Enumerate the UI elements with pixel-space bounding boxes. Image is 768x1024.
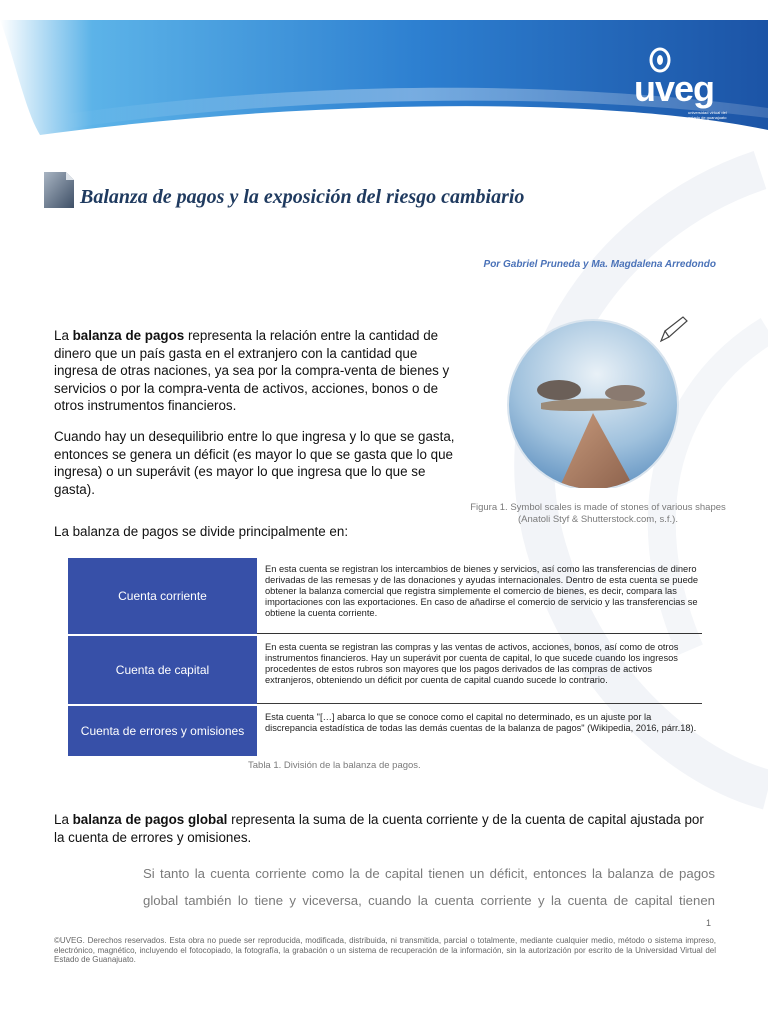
table-row-description: En esta cuenta se registran los intercambios de bienes y servicios, así como las transferencias de dinero derivadas de las remesas y de las donaciones y ayudas internacionales. Dentro de esta cuenta se puede obtener la balanza comercial que registra simplemente el comercio de bienes, es decir, compara las importaciones con las exportaciones. En caso de añadirse el comercio de servicio y las transferencias se obtiene la cuenta corriente. [257,558,702,634]
byline: Por Gabriel Pruneda y Ma. Magdalena Arredondo [483,259,716,270]
table-row [68,558,702,634]
paragraph-division: La balanza de pagos se divide principalmente en: [54,524,349,539]
logo-subtext: universidad virtual del estado de guanajuato [688,110,727,120]
bold-term: balanza de pagos global [72,812,228,827]
paragraph-intro: La balanza de pagos representa la relación entre la cantidad de dinero que un país gasta en el extranjero con la cantidad que ingresa de otras naciones, ya sea por la compra-venta de bienes y servicios o por la compra-venta de activos, acciones, bonos o de otros instrumentos financieros. [54,328,450,413]
bold-term: balanza de pagos [72,328,185,343]
table-row-label: Cuenta de errores y omisiones [68,706,257,756]
page-number: 1 [706,918,712,928]
indented-quote: Si tanto la cuenta corriente como la de capital tienen un déficit, entonces la balanza de pagos global también lo tiene y viceversa, cuando la cuenta corriente y la cuenta de capital tienen [143,866,715,908]
paragraph-deficit: Cuando hay un desequilibrio entre lo que ingresa y lo que se gasta, entonces se genera un déficit (es mayor lo que se gasta que lo que ingresa) o un superávit (es mayor lo que ingresa que lo que se gasta). [54,429,455,497]
figure-caption: Figura 1. Symbol scales is made of stones of various shapes (Anatoli Styf & Shutterstock.com, s.f.). [470,502,726,525]
table-caption: Tabla 1. División de la balanza de pagos. [248,760,421,771]
uveg-logo [628,44,748,122]
table-row [68,636,702,704]
copyright-footer: ©UVEG. Derechos reservados. Esta obra no puede ser reproducida, modificada, distribuida, ni transmitida, parcial o totalmente, mediante cualquier medio, método o sistema impreso, electrónico, magnético, incluyendo el fotocopiado, la fotografía, la grabación o un sistema de recuperación de la información, sin la autorización por escrito de la Universidad Virtual del Estado de Guanajuato. [54,936,716,965]
stone-balance-image [497,313,697,488]
table-row-description: En esta cuenta se registran las compras y las ventas de activos, acciones, bonos, así como de otros instrumentos financieros. Hay un superávit por cuenta de capital, lo que sucede cuando los ingresos procedentes de estos rubros son mayores que los pagos derivados de las compras de activos extranjeros, obteniendo un déficit por cuenta de capital cuando sucede lo contrario. [257,636,702,704]
logo-text: uveg [634,68,715,109]
table-row-description: Esta cuenta "[…] abarca lo que se conoce como el capital no determinado, es un ajuste por la discrepancia estadística de todas las demás cuentas de la balanza de pagos" (Wikipedia, 2016, párr.18). [265,712,697,733]
table-row-label: Cuenta corriente [68,558,257,634]
page-title: Balanza de pagos y la exposición del riesgo cambiario [80,186,525,208]
document-icon [42,170,76,210]
balance-table [68,558,702,756]
table-row-label: Cuenta de capital [68,636,257,704]
paragraph-global: La balanza de pagos global representa la suma de la cuenta corriente y de la cuenta de capital ajustada por la cuenta de errores y omisiones. [54,812,704,845]
table-row [68,706,702,756]
